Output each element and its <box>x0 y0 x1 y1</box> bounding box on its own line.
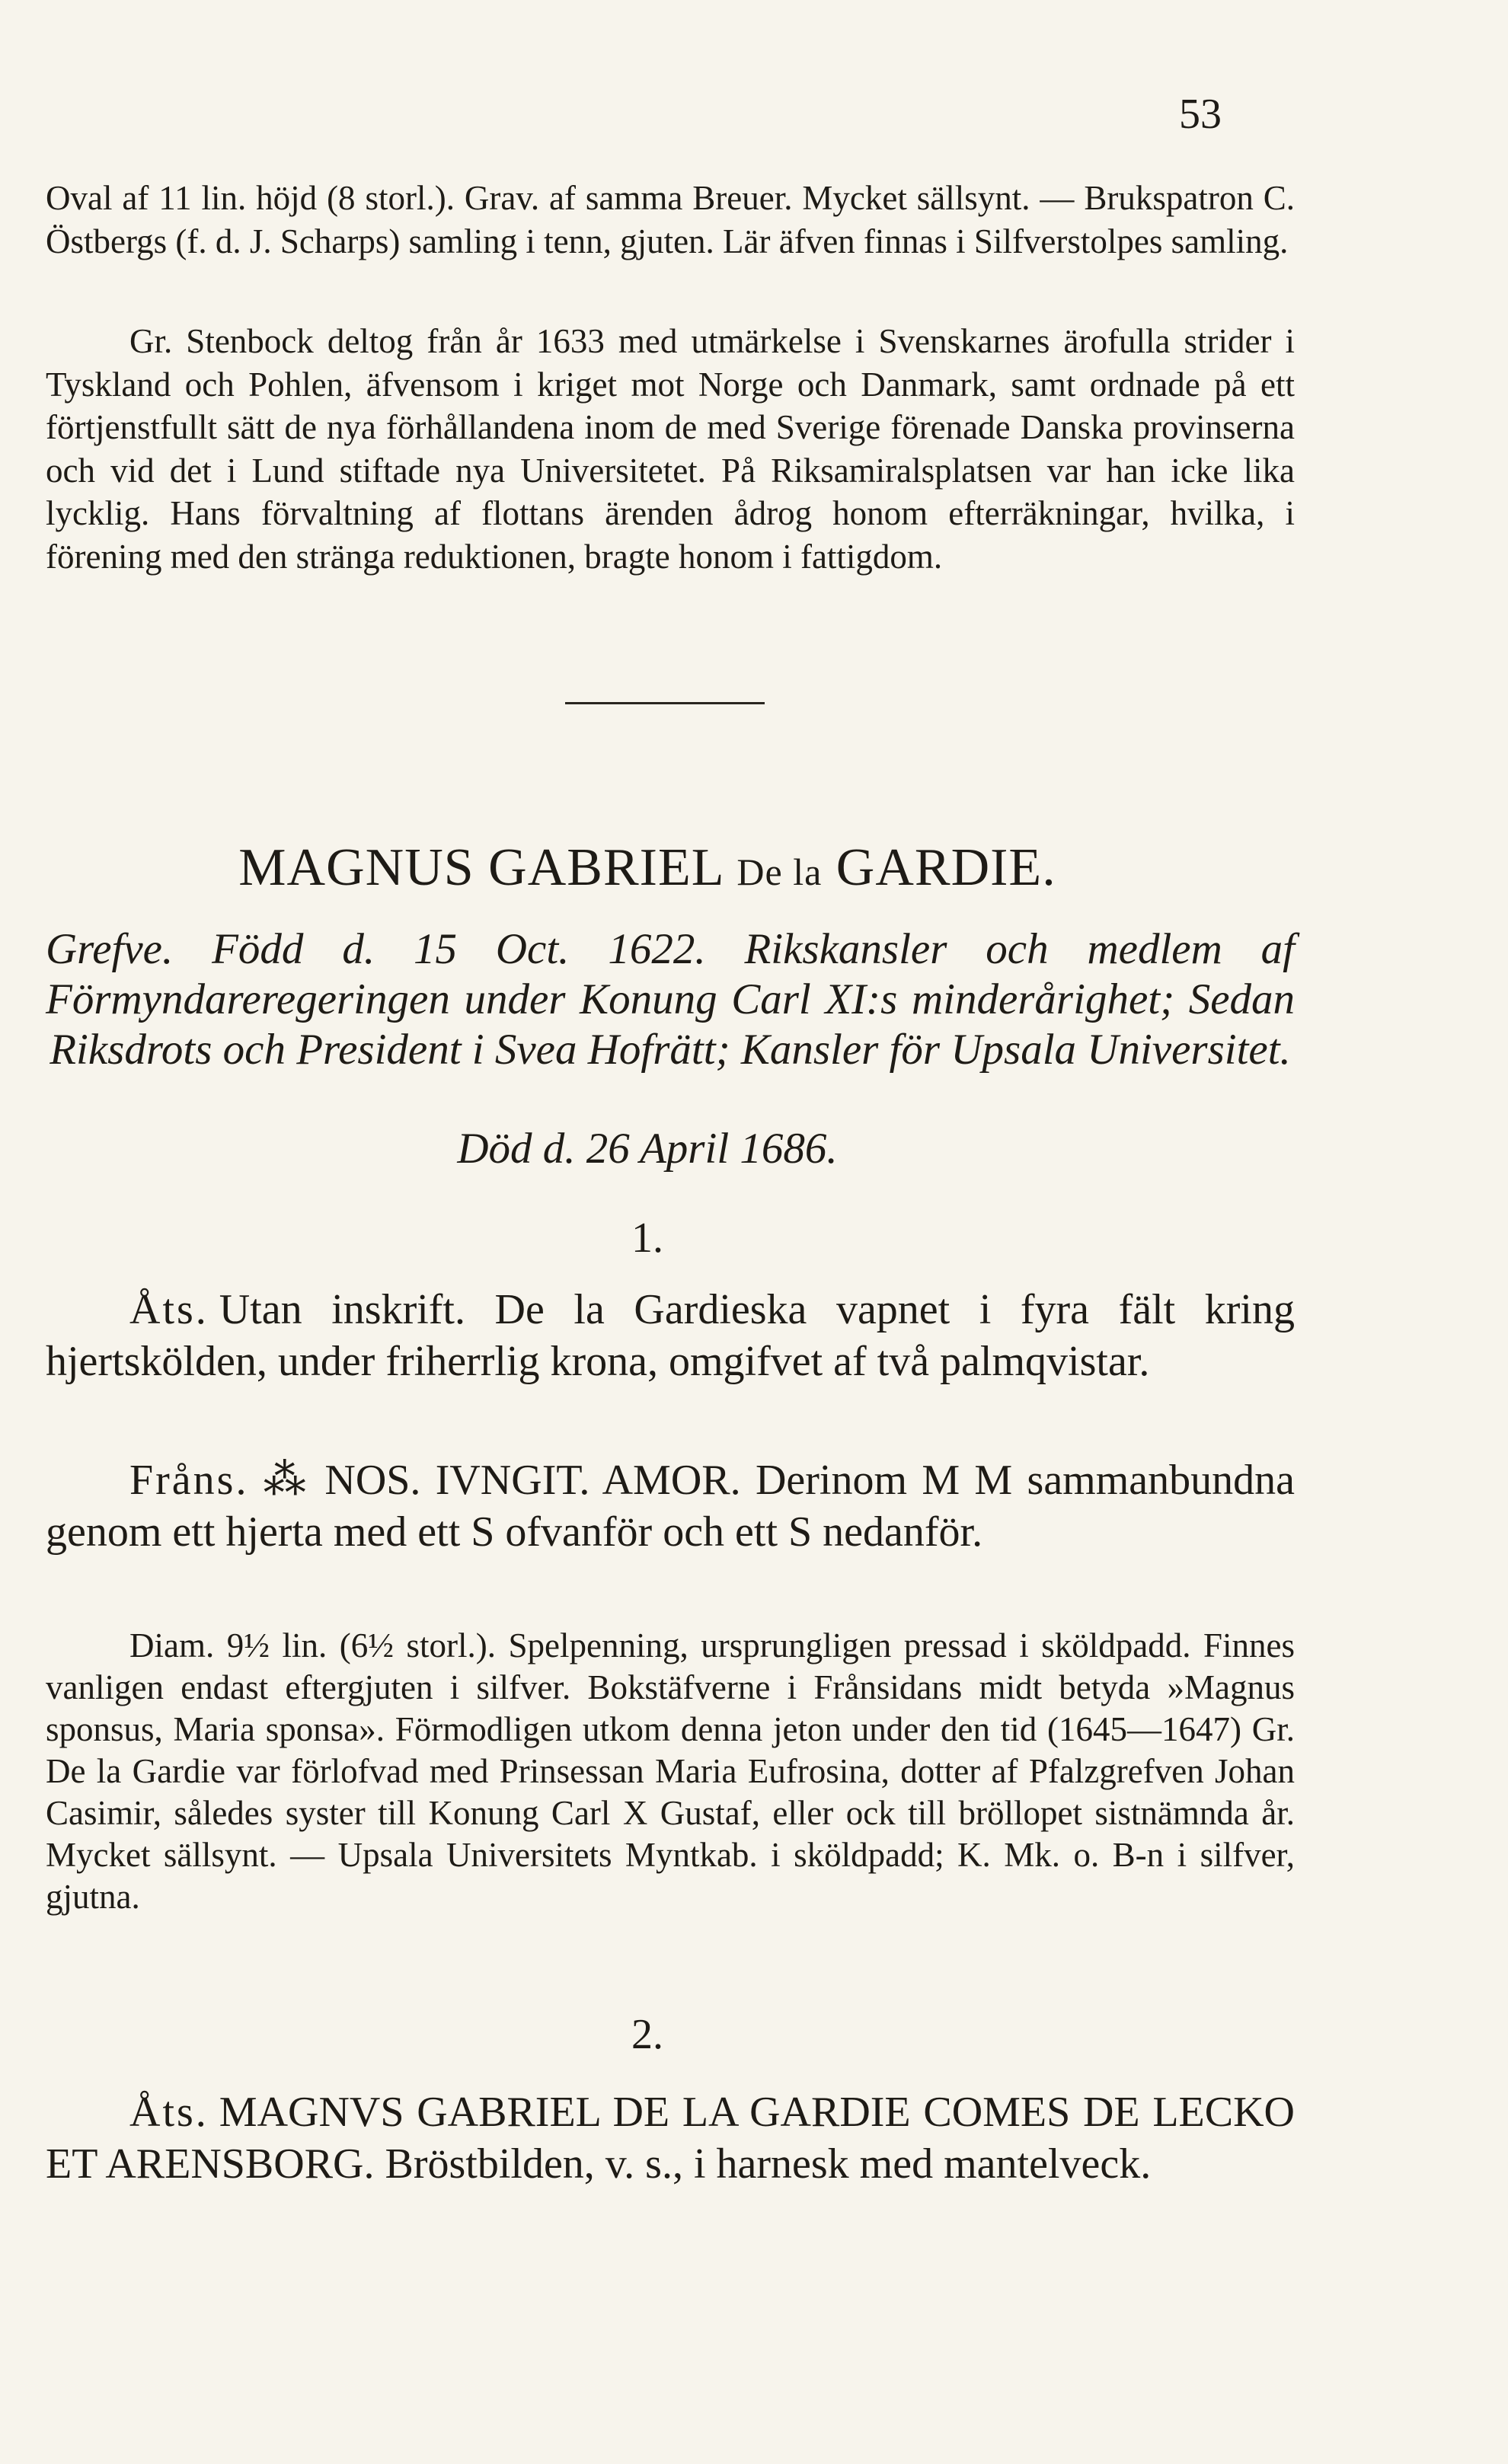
entry-1-description: Diam. 9½ lin. (6½ storl.). Spelpenning, ursprungligen pressad i sköldpadd. Finnes vanligen endast eftergjuten i silfver. Bokstäfverne i Frånsidans midt betyda »Magnus sponsus, Maria sponsa». Förmodligen utkom denna jeton under den tid (1645—1647) Gr. De la Gardie var förlofvad med Prinsessan Maria Eufrosina, dotter af Pfalzgrefven Johan Casimir, således syster till Konung Carl X Gustaf, eller ock till bröllopet sistnämnda år. Mycket sällsynt. — Upsala Universitets Myntkab. i sköldpadd; K. Mk. o. B-n i silfver, gjutna. <box>46 1626 1295 1916</box>
section-divider <box>565 702 765 704</box>
section-heading <box>0 838 1295 898</box>
entry-1-reverse <box>46 1454 1295 1558</box>
page-number: 53 <box>1179 91 1222 138</box>
death-date: Död d. 26 April 1686. <box>457 1125 838 1173</box>
heading-name: MAGNUS GABRIEL <box>238 838 737 897</box>
heading-particle: De la <box>736 851 823 893</box>
obverse-label: Åts. <box>129 1286 209 1333</box>
reverse-text: ⁂ NOS. IVNGIT. AMOR. Derinom M M sammanbundna genom ett hjerta med ett S ofvanför och ett S nedanför. <box>46 1457 1295 1556</box>
entry-number-1: 1. <box>631 1214 663 1262</box>
entry-number-2: 2. <box>631 2011 663 2058</box>
intro-paragraph-1: Oval af 11 lin. höjd (8 storl.). Grav. af samma Breuer. Mycket sällsynt. — Brukspatron C. Östbergs (f. d. J. Scharps) samling i tenn, gjuten. Lär äfven finnas i Silfverstolpes samling. <box>46 179 1295 260</box>
biographical-titles: Grefve. Född d. 15 Oct. 1622. Rikskansler och medlem af Förmyndareregeringen under Konung Carl XI:s minderårighet; Sedan Riksdrots och President i Svea Hofrätt; Kansler för Upsala Universitet. <box>46 925 1295 1074</box>
reverse-label: Fråns. <box>129 1457 249 1504</box>
heading-surname: GARDIE. <box>822 838 1056 897</box>
obverse-label: Åts. <box>129 2089 209 2136</box>
obverse-text: MAGNVS GABRIEL DE LA GARDIE COMES DE LECKO ET ARENSBORG. Bröstbilden, v. s., i harnesk med mantelveck. <box>46 2089 1295 2188</box>
intro-paragraph-2: Gr. Stenbock deltog från år 1633 med utmärkelse i Svenskarnes ärofulla strider i Tyskland och Pohlen, äfvensom i kriget mot Norge och Danmark, samt ordnade på ett förtjenstfullt sätt de nya förhållandena inom de med Sverige förenade Danska provinserna och vid det i Lund stiftade nya Universitetet. På Riksamiralsplatsen var han icke lika lycklig. Hans förvaltning af flottans ärenden ådrog honom efterräkningar, hvilka, i förening med den stränga reduktionen, bragte honom i fattigdom. <box>46 322 1295 576</box>
obverse-text: Utan inskrift. De la Gardieska vapnet i fyra fält kring hjertskölden, under friherrlig krona, omgifvet af två palmqvistar. <box>46 1286 1295 1385</box>
entry-1-obverse <box>46 1284 1295 1387</box>
entry-2-obverse <box>46 2086 1295 2190</box>
